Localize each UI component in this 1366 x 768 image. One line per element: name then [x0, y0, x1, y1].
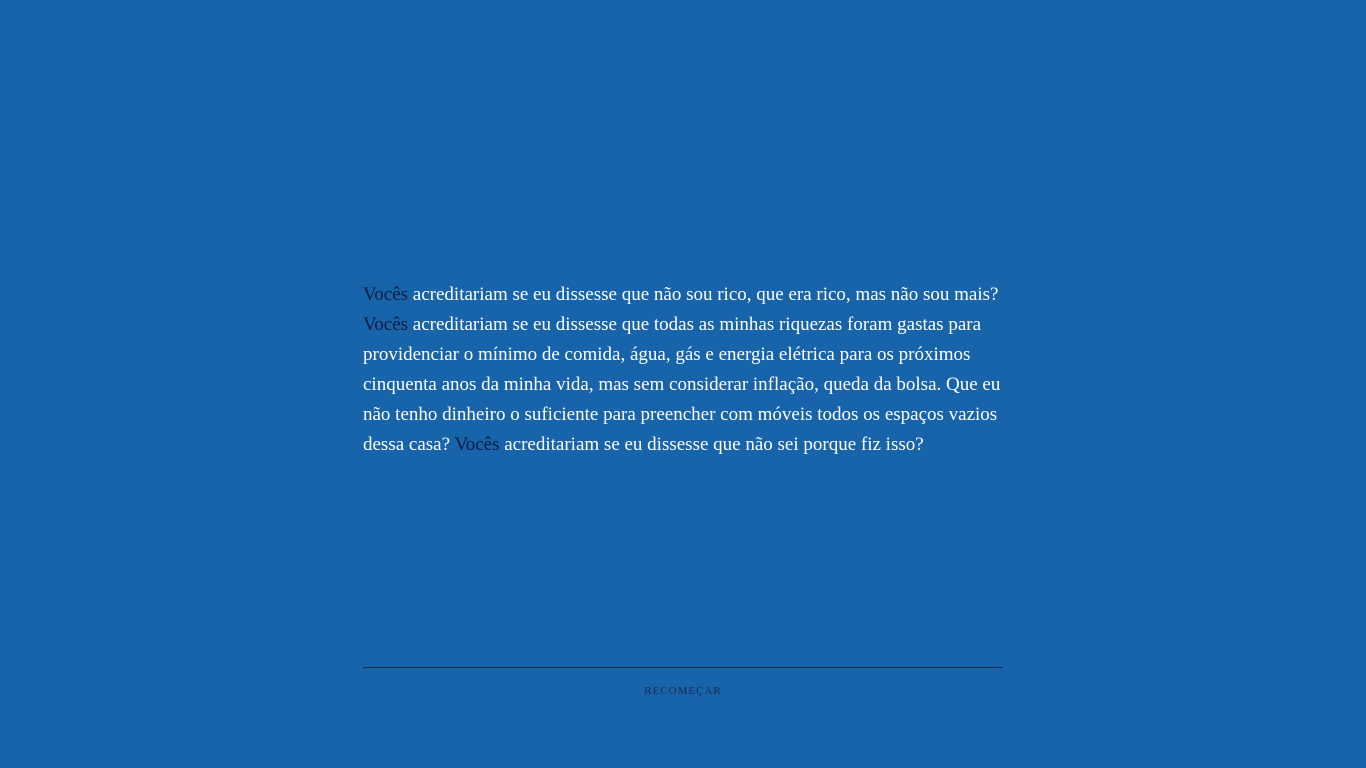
restart-button[interactable]: RECOMEÇAR [644, 685, 722, 697]
story-sentence-1: acreditariam se eu dissesse que não sou rico, que era rico, mas não sou mais? [408, 284, 999, 305]
story-link-voces-2[interactable]: Vocês [363, 314, 409, 335]
footer-divider [363, 667, 1003, 668]
story-link-voces-1[interactable]: Vocês [363, 284, 409, 305]
story-text [363, 280, 1003, 460]
story-sentence-3: acreditariam se eu dissesse que não sei porque fiz isso? [499, 434, 924, 455]
story-link-voces-3[interactable]: Vocês [454, 434, 500, 455]
story-sentence-2: acreditariam se eu dissesse que todas as minhas riquezas foram gastas para providenciar o mínimo de comida, água, gás e energia elétrica para os próximos cinquenta anos da minha vida, mas sem considerar inflação, queda da bolsa. Que eu não tenho dinheiro o suficiente para preencher com móveis todos os espaços vazios dessa casa? [363, 314, 1001, 455]
